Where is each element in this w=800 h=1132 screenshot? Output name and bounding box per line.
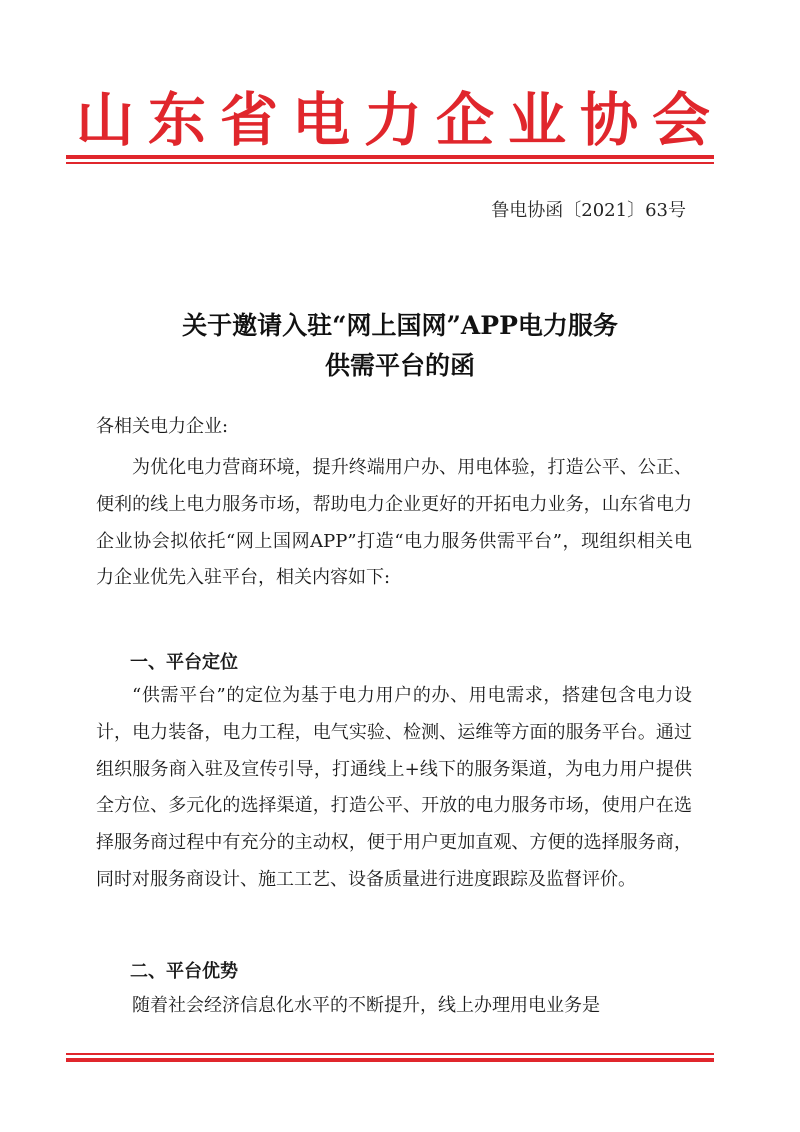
letterhead-rule-thick: [66, 155, 714, 159]
document-number: 鲁电协函〔2021〕63号: [491, 200, 686, 221]
section-paragraph-positioning: “供需平台”的定位为基于电力用户的办、用电需求，搭建包含电力设计，电力装备，电力工程，电气实验、检测、运维等方面的服务平台。通过组织服务商入驻及宣传引导，打通线上+线下的服务渠道，为电力用户提供全方位、多元化的选择渠道，打造公平、开放的电力服务市场，使用户在选择服务商过程中有充分的主动权，便于用户更加直观、方便的选择服务商，同时对服务商设计、施工工艺、设备质量进行进度跟踪及监督评价。: [96, 685, 692, 890]
section-heading-positioning: 一、平台定位: [130, 652, 238, 673]
footer-rule-thin: [66, 1053, 714, 1055]
intro-paragraph: 为优化电力营商环境，提升终端用户办、用电体验，打造公平、公正、便利的线上电力服务市场，帮助电力企业更好的开拓电力业务，山东省电力企业协会拟依托“网上国网APP”打造“电力服务供需平台”，现组织相关电力企业优先入驻平台，相关内容如下:: [96, 457, 692, 589]
letterhead-rule-thin: [66, 162, 714, 164]
section-heading-advantages: 二、平台优势: [130, 961, 238, 982]
document-title-line1: 关于邀请入驻“网上国网”APP电力服务: [182, 311, 618, 340]
salutation: 各相关电力企业:: [96, 416, 229, 437]
letterhead-organization-name: 山东省电力企业协会: [75, 86, 724, 154]
document-title-line2: 供需平台的函: [324, 351, 475, 380]
footer-rule-thick: [66, 1058, 714, 1062]
section-paragraph-advantages: 随着社会经济信息化水平的不断提升，线上办理用电业务是: [132, 995, 600, 1016]
